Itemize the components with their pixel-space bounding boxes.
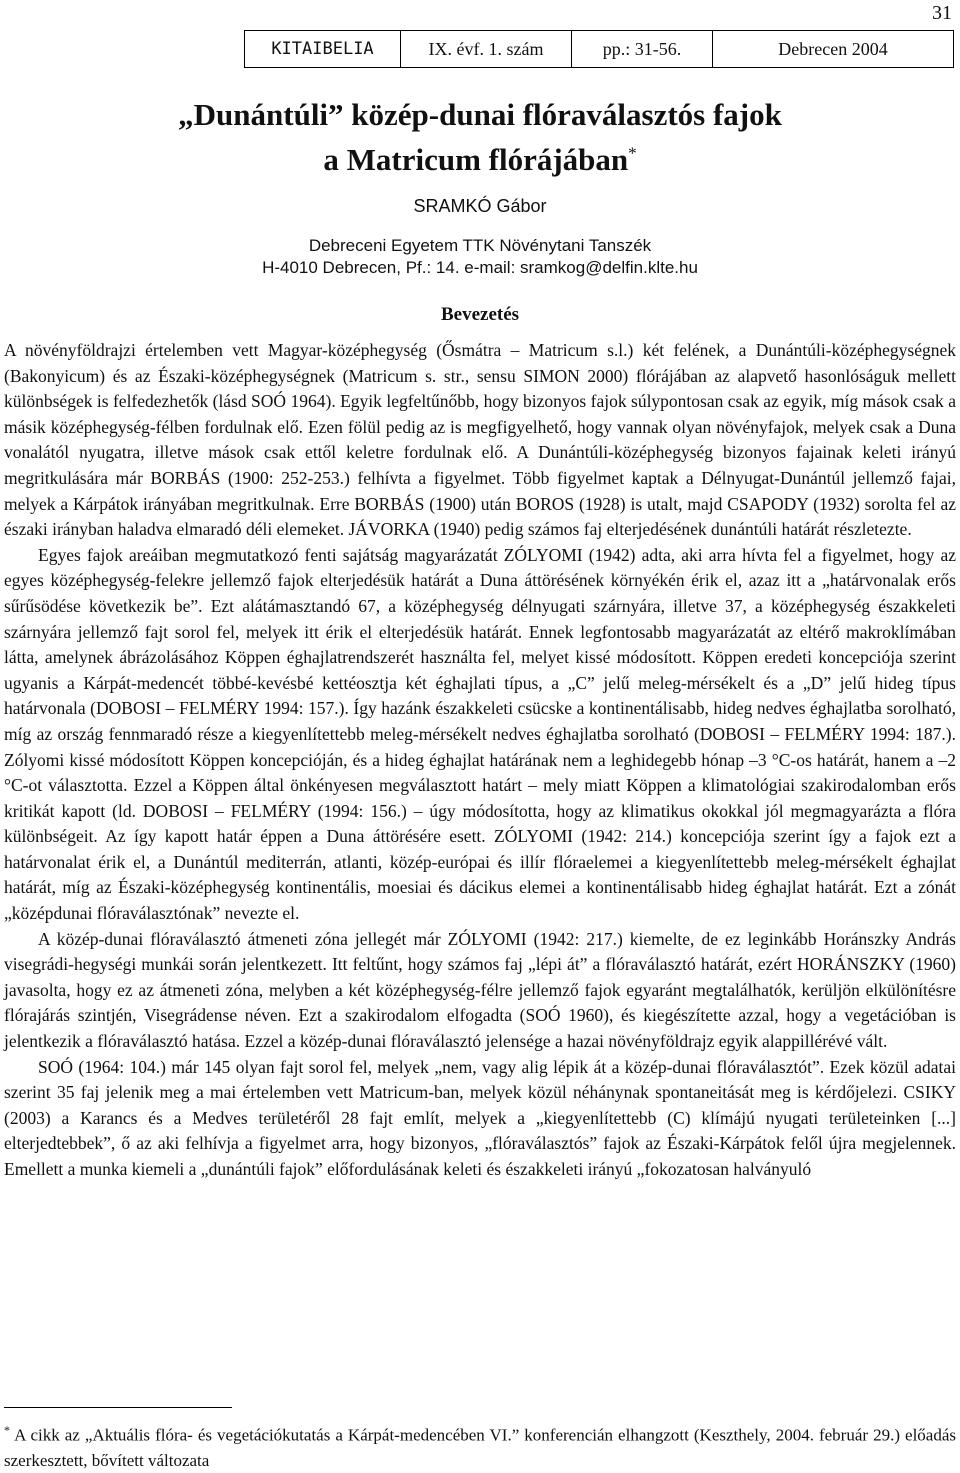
footnote-mark: * (4, 1423, 10, 1437)
affiliation (0, 235, 960, 279)
journal-header (244, 30, 954, 68)
paragraph-1: A növényföldrajzi értelemben vett Magyar-középhegység (Ősmátra – Matricum s.l.) két felének, a Dunántúli-középhegységnek (Bakonyicum) és az Északi-középhegységnek (Matricum s. str., sensu SIMON 2000) flórájában az alapvető hasonlóságuk mellett különbségek is felfedezhetők (lásd SOÓ 1964). Egyik legfeltűnőbb, hogy bizonyos fajok súlypontosan csak az egyik, míg mások csak a másik középhegység-félben fordulnak elő. Ezen fölül pedig az is megfigyelhető, hogy vannak olyan növényfajok, melyek csak a Duna vonalától nyugatra, illetve mások csak ettől keletre fordulnak elő. A Dunántúli-középhegység bizonyos fajainak keleti irányú megritkulására már BORBÁS (1900: 252-253.) felhívta a figyelmet. Több figyelmet kaptak a Délnyugat-Dunántúl jellemző fajai, melyek a Kárpátok irányában megritkulnak. Erre BORBÁS (1900) után BOROS (1928) is utalt, majd CSAPODY (1932) sorolta fel az északi irányban haladva elmaradó déli elemeket. JÁVORKA (1940) pedig számos faj elterjedésének dunántúli határát részletezte. (4, 340, 956, 540)
title-line-2-text: a Matricum flórájában (323, 142, 629, 177)
page-range: pp.: 31-56. (572, 31, 713, 67)
place-year: Debrecen 2004 (778, 38, 888, 59)
footnote-rule (4, 1407, 232, 1408)
title-footnote-mark: * (628, 143, 637, 163)
article-title (0, 92, 960, 182)
paragraph-4: SOÓ (1964: 104.) már 145 olyan fajt sorol fel, melyek „nem, vagy alig lépik át a közép-dunai flóraválasztót”. Ezek közül adatai szerint 35 faj jelenik meg a mai értelemben vett Matricum-ban, melyek közül néhánynak spontaneitását meg is kérdőjelezi. CSIKY (2003) a Karancs és a Medves területéről 28 fajt említ, melyek a „kiegyenlítettebb (C) klímájú nyugati területeinken [...] elterjedtebbek”, ő az aki felhívja a figyelmet arra, hogy bizonyos, „flóraválasztós” fajok az Északi-Kárpátok felől újra megjelennek. Emellett a munka kiemeli a „dunántúli fajok” előfordulásának keleti és északkeleti irányú „fokozatosan halványuló (4, 1056, 956, 1179)
paragraph-2: Egyes fajok areáiban megmutatkozó fenti sajátság magyarázatát ZÓLYOMI (1942) adta, aki arra hívta fel a figyelmet, hogy az egyes középhegység-felekre jellemző fajok elterjedésük határát a Duna áttörésének környékén érik el, azaz itt a „határvonalak erős sűrűsödése következik be”. Ezt alátámasztandó 67, a középhegység délnyugati szárnyára, illetve 37, a középhegység északkeleti szárnyára jellemző fajt sorol fel, melyek itt érik el elterjedésük határát. Ennek legfontosabb magyarázatát az eltérő makroklímában látta, amelynek ábrázolásához Köppen éghajlatrendszerét használta fel, melyet kissé módosított. Köppen eredeti koncepciója szerint ugyanis a Kárpát-medencét többé-kevésbé kettéosztja két éghajlati típus, a „C” jelű meleg-mérsékelt és a „D” jelű hideg típus határvonala (DOBOSI – FELMÉRY 1994: 157.). Így hazánk északkeleti csücske a kontinentálisabb, hideg nedves éghajlatba sorolható, míg az ország fennmaradó része a kiegyenlítettebb meleg-mérsékelt nedves éghajlatba sorolható (DOBOSI – FELMÉRY 1994: 187.). Zólyomi kissé módosított Köppen koncepcióján, és a hideg éghajlat határának nem a leghidegebb hónap –3 °C-os határát, hanem a –2 °C-ot választotta. Ezzel a Köppen által önkényesen megválasztott határt – mely miatt Köppen a klimatológiai szakirodalomban erős kritikát kapott (ld. DOBOSI – FELMÉRY (1994: 156.) – úgy módosította, hogy az klimatikus okokkal jól megmagyarázta a flóra különbségeit. Az így kapott határ éppen a Duna áttörésére esett. ZÓLYOMI (1942: 214.) koncepciója szerint így a fajok ezt a határvonalat érik el, a Dunántúl mediterrán, atlanti, közép-európai és illír flóraelemei a kiegyenlítettebb meleg-mérsékelt éghajlat határát, míg az Északi-középhegység kontinentális, moesiai és dácikus elemei a kontinentálisabb hideg éghajlat határát. Ezt a zónát „középdunai flóraválasztónak” nevezte el. (4, 544, 956, 924)
page-number: 31 (932, 2, 952, 24)
affiliation-line-1: Debreceni Egyetem TTK Növénytani Tanszék (308, 236, 652, 255)
section-title: Bevezetés (440, 304, 520, 325)
journal-name: KITAIBELIA (245, 31, 401, 67)
paragraph-3: A közép-dunai flóraválasztó átmeneti zóna jellegét már ZÓLYOMI (1942: 217.) kiemelte, de ez leginkább Horánszky András visegrádi-hegységi munkái során jelentkezett. Itt feltűnt, hogy számos faj „lépi át” a flóraválasztó határát, ezért HORÁNSZKY (1960) javasolta, hogy ez az átmeneti zóna, melyben a két középhegység-félre jellemző fajok egyaránt megtalálhatók, kerüljön elkülönítésre flórajárás szintjén, Visegrádense néven. Ezt a szakirodalom elfogadta (SOÓ 1960), és kiegészítette azzal, hogy a vegetációban is jelentkezik a flóraválasztó hatása. Ezzel a közép-dunai flóraválasztó jelensége a hazai növényföldrajz egyik alappillérévé vált. (4, 928, 956, 1052)
title-line-2 (0, 137, 960, 182)
footnote-text: A cikk az „Aktuális flóra- és vegetációkutatás a Kárpát-medencében VI.” konferencián elhangzott (Keszthely, 2004. február 29.) előadás szerkesztett, bővített változata (4, 1425, 956, 1470)
footnote (4, 1418, 956, 1473)
body-text (4, 338, 956, 1183)
author: SRAMKÓ Gábor (413, 196, 547, 216)
title-line-1: „Dunántúli” közép-dunai flóraválasztós fajok (178, 97, 782, 132)
affiliation-line-2: H-4010 Debrecen, Pf.: 14. e-mail: sramkog@delfin.klte.hu (262, 258, 698, 277)
journal-volume: IX. évf. 1. szám (401, 31, 572, 67)
